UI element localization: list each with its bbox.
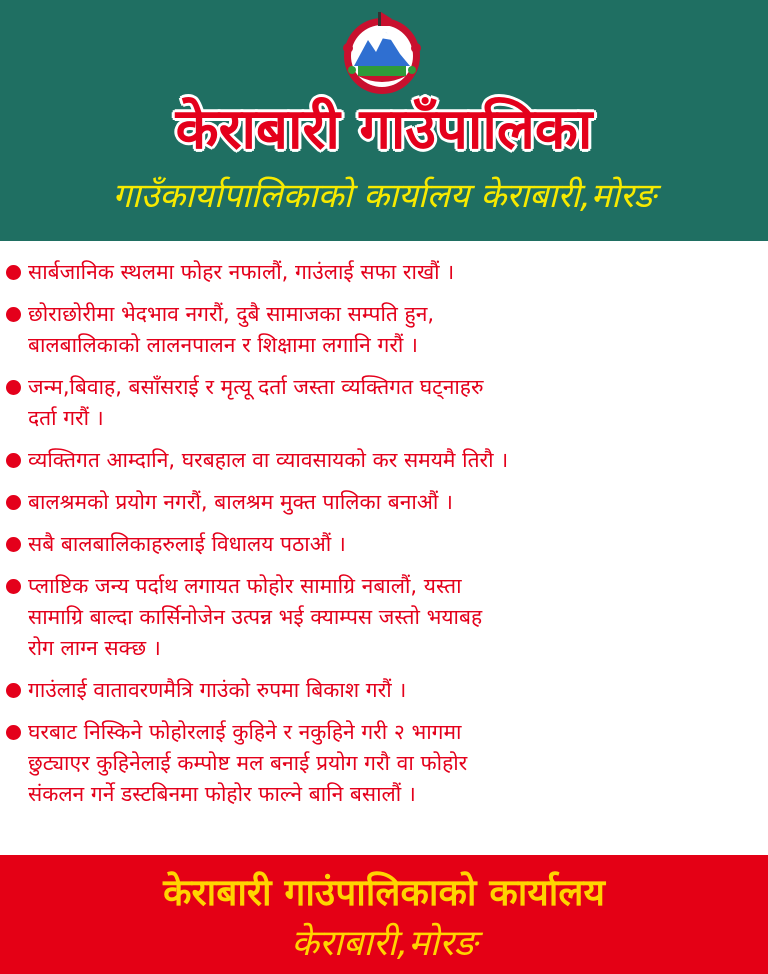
notice-item xyxy=(6,445,768,476)
bullet-icon xyxy=(6,265,21,280)
bullet-icon xyxy=(6,683,21,698)
notice-line: सार्बजानिक स्थलमा फोहर नफालौं, गाउंलाई सफा राखौं । xyxy=(28,260,455,284)
bullet-icon xyxy=(6,380,21,395)
bullet-icon xyxy=(6,725,21,740)
notice-panel xyxy=(0,241,768,855)
footer-band xyxy=(0,855,768,974)
header-band xyxy=(0,0,768,241)
notice-item xyxy=(6,257,768,288)
notice-item xyxy=(6,675,768,706)
notice-line: घरबाट निस्किने फोहोरलाई कुहिने र नकुहिने गरी २ भागमा xyxy=(28,720,462,744)
notice-line: गाउंलाई वातावरणमैत्रि गाउंको रुपमा बिकाश गरौं । xyxy=(28,678,407,702)
footer-subtitle: केराबारी,मोरङ xyxy=(291,923,477,964)
bullet-icon xyxy=(6,495,21,510)
notice-line: बालबालिकाको लालनपालन र शिक्षामा लगानि गरौं । xyxy=(28,333,418,357)
bullet-icon xyxy=(6,307,21,322)
notice-line: छोराछोरीमा भेदभाव नगरौं, दुबै सामाजका सम्पति हुन, xyxy=(28,302,435,326)
nepal-emblem-icon xyxy=(334,8,430,98)
notice-item xyxy=(6,529,768,560)
page-title: केराबारी गाउँपालिका xyxy=(175,97,593,162)
notice-line: सामाग्रि बाल्दा कार्सिनोजेन उत्पन्न भई क्याम्पस जस्तो भयाबह xyxy=(28,605,483,629)
notice-line: छुट्याएर कुहिनेलाई कम्पोष्ट मल बनाई प्रयोग गरौ वा फोहोर xyxy=(28,751,468,775)
notice-item xyxy=(6,372,768,434)
notice-item xyxy=(6,717,768,810)
footer-title: केराबारी गाउंपालिकाको कार्यालय xyxy=(163,871,605,914)
notice-item xyxy=(6,571,768,664)
office-subtitle: गाउँकार्यापालिकाको कार्यालय केराबारी,मोरङ xyxy=(112,176,656,216)
notice-line: प्लाष्टिक जन्य पर्दाथ लगायत फोहोर सामाग्रि नबालौं, यस्ता xyxy=(28,574,462,598)
bullet-icon xyxy=(6,579,21,594)
notice-list xyxy=(0,241,768,810)
notice-line: रोग लाग्न सक्छ । xyxy=(28,636,161,660)
notice-line: जन्म,बिवाह, बसाँसराई र मृत्यू दर्ता जस्ता व्यक्तिगत घट्नाहरु xyxy=(28,375,484,399)
notice-line: दर्ता गरौं । xyxy=(28,406,104,430)
bullet-icon xyxy=(6,453,21,468)
notice-line: सबै बालबालिकाहरुलाई विधालय पठाऔं । xyxy=(28,532,346,556)
notice-line: संकलन गर्ने डस्टबिनमा फोहोर फाल्ने बानि बसालौं । xyxy=(28,782,416,806)
notice-item xyxy=(6,487,768,518)
notice-line: व्यक्तिगत आम्दानि, घरबहाल वा व्यावसायको कर समयमै तिरौ । xyxy=(28,448,509,472)
notice-item xyxy=(6,299,768,361)
notice-line: बालश्रमको प्रयोग नगरौं, बालश्रम मुक्त पालिका बनाऔं । xyxy=(28,490,453,514)
bullet-icon xyxy=(6,537,21,552)
